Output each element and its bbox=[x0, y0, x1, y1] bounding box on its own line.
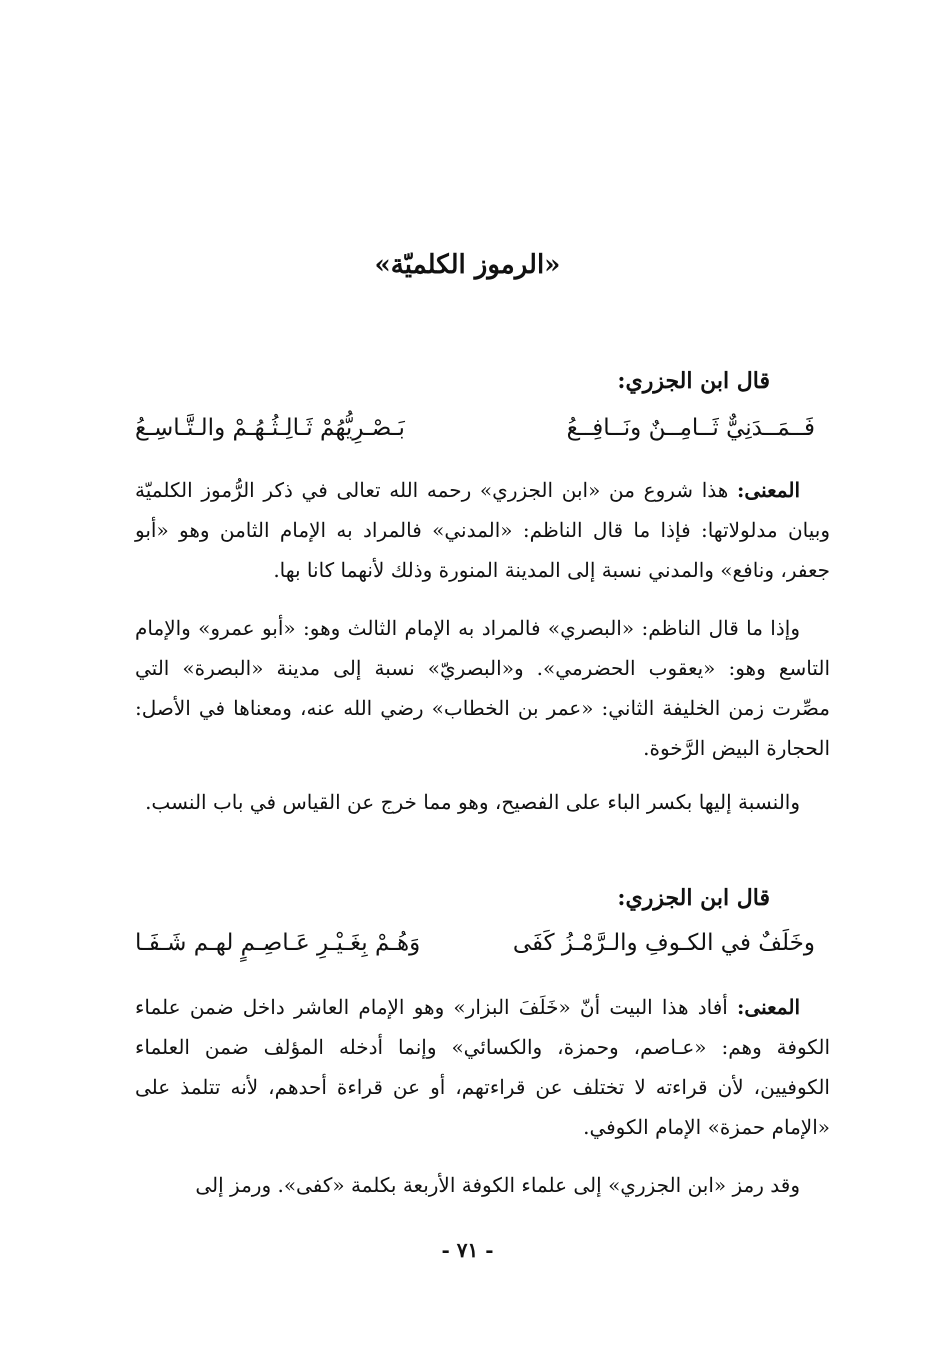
chapter-title: «الرموز الكلميّة» bbox=[374, 250, 561, 280]
section1-meaning-label: المعنى: bbox=[737, 478, 800, 502]
section2-paragraph-1 bbox=[135, 987, 830, 1147]
section2-verse-second-hemistich: وَهُـمْ بِغَـيْـرِ عَـاصِـمٍ لهـم شَـفَـا bbox=[135, 930, 421, 956]
section2-paragraph-1-text: أفاد هذا البيت أنّ «خَلَفَ البزار» وهو الإمام العاشر داخل ضمن علماء الكوفة وهم: «عـاصم، وحمزة، والكسائي» وإنما أدخله المؤلف ضمن العلماء الكوفيين، لأن قراءته لا تختلف عن قراءتهم، أو عن قراءة أحدهم، لأنه تتلمذ على «الإمام حمزة» الإمام الكوفي. bbox=[135, 995, 830, 1139]
section2-paragraph-2: وقد رمز «ابن الجزري» إلى علماء الكوفة الأربعة بكلمة «كفى». ورمز إلى bbox=[195, 1173, 800, 1197]
section1-paragraph-1 bbox=[135, 470, 830, 590]
section2-meaning-label: المعنى: bbox=[737, 995, 800, 1019]
section1-paragraph-1-text: هذا شروع من «ابن الجزري» رحمه الله تعالى في ذكر الرُّموز الكلميّة وبيان مدلولاتها: فإذا ما قال الناظم: «المدني» فالمراد به الإمام الثامن وهو «أبو جعفر، ونافع» والمدني نسبة إلى المدينة المنورة وذلك لأنهما كانا بها. bbox=[135, 478, 830, 582]
section2-said-heading: قال ابن الجزري: bbox=[617, 885, 770, 911]
section2-verse-first-hemistich: وخَلَفٌ في الكـوفِ والـرَّمْـزُ كَفَى bbox=[512, 930, 815, 956]
section1-said-heading: قال ابن الجزري: bbox=[617, 368, 770, 394]
section1-verse bbox=[135, 415, 815, 441]
section1-verse-second-hemistich: بَـصْـرِيُّهُمْ ثَـالِـثُـهُـمْ والـتَّـاسِـعُ bbox=[135, 415, 405, 441]
section1-paragraph-2: وإذا ما قال الناظم: «البصري» فالمراد به الإمام الثالث وهو: «أبو عمرو» والإمام التاسع وهو: «يعقوب الحضرمي». و«البصريّ» نسبة إلى مدينة «البصرة» التي مصِّرت زمن الخليفة الثاني: «عمر بن الخطاب» رضي الله عنه، ومعناها في الأصل: الحجارة البيض الرَّخوة. bbox=[135, 616, 830, 760]
page-number: - ٧١ - bbox=[441, 1238, 494, 1262]
section2-verse bbox=[135, 930, 815, 956]
section1-verse-first-hemistich: فَــمَــدَنِيٌّ ثَــامِــنٌ ونَــافِــعُ bbox=[566, 415, 815, 441]
section1-paragraph-3: والنسبة إليها بكسر الباء على الفصيح، وهو مما خرج عن القياس في باب النسب. bbox=[145, 790, 800, 814]
